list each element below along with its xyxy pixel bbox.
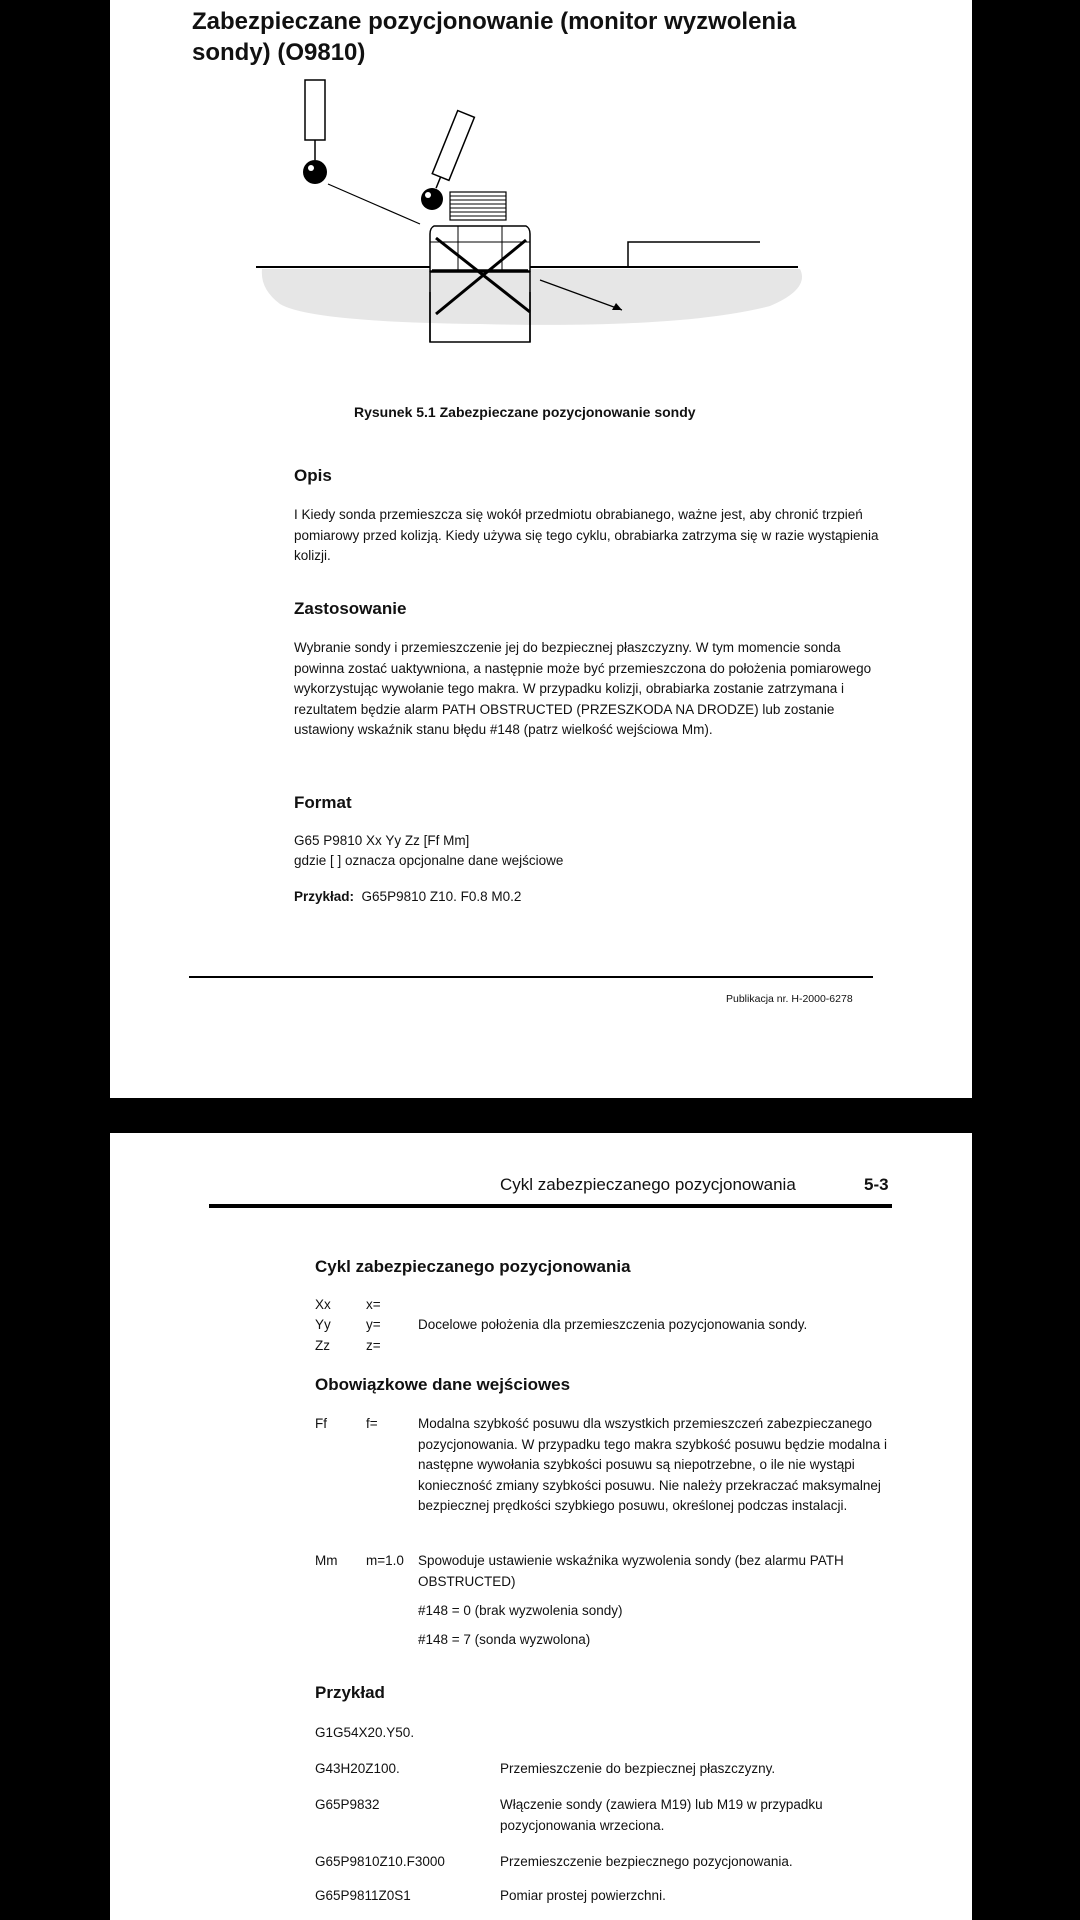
param-code: Zz bbox=[315, 1338, 330, 1353]
example-desc: Włączenie sondy (zawiera M19) lub M19 w przypadku pozycjonowania wrzeciona. bbox=[500, 1797, 823, 1833]
section-heading-zastosowanie: Zastosowanie bbox=[294, 599, 407, 618]
section-heading-opis: Opis bbox=[294, 466, 332, 485]
ground-shading bbox=[262, 269, 802, 325]
example-code: G43H20Z100. bbox=[315, 1761, 400, 1776]
opis-text: I Kiedy sonda przemieszcza się wokół przedmiotu obrabianego, ważne jest, aby chronić trzpień pomiarowy przed kolizją. Kiedy używa się tego cyklu, obrabiarka zatrzyma się w razie wystąpienia kolizji. bbox=[294, 507, 879, 563]
running-header-title: Cykl zabezpieczanego pozycjonowania bbox=[500, 1175, 796, 1194]
param-code: Ff bbox=[315, 1416, 327, 1431]
header-rule bbox=[209, 1204, 892, 1208]
param-var: x= bbox=[366, 1297, 381, 1312]
target-step bbox=[628, 242, 760, 267]
flag-value: #148 = 7 (sonda wyzwolona) bbox=[418, 1632, 591, 1647]
param-code: Yy bbox=[315, 1317, 331, 1332]
param-desc: Modalna szybkość posuwu dla wszystkich przemieszczeń zabezpieczanego pozycjonowania. W przypadku tego makra szybkość posuwu będzie modalna i następne wywołania szybkości posuwu są niepotrzebne, o ile nie wystąpi konieczność zmiany szybkości posuwu. Nie należy przekraczać maksymalnej bezpiecznej prędkości szybkiego posuwu, określonej podczas instalacji. bbox=[418, 1416, 887, 1513]
example-value: G65P9810 Z10. F0.8 M0.2 bbox=[361, 889, 522, 904]
flag-value: #148 = 0 (brak wyzwolenia sondy) bbox=[418, 1603, 623, 1618]
threaded-stud bbox=[450, 192, 506, 220]
param-desc: Docelowe położenia dla przemieszczenia pozycjonowania sondy. bbox=[418, 1317, 808, 1332]
example-code: G65P9811Z0S1 bbox=[315, 1888, 411, 1903]
param-code: Mm bbox=[315, 1553, 338, 1568]
example-desc: Przemieszczenie do bezpiecznej płaszczyzny. bbox=[500, 1761, 776, 1776]
param-desc: Spowoduje ustawienie wskaźnika wyzwolenia sondy (bez alarmu PATH OBSTRUCTED) bbox=[418, 1553, 844, 1589]
param-var: m=1.0 bbox=[366, 1553, 404, 1568]
example-desc: Pomiar prostej powierzchni. bbox=[500, 1888, 666, 1903]
section-heading-example: Przykład bbox=[315, 1683, 385, 1702]
format-example bbox=[294, 887, 884, 908]
mandatory-heading-text: Obowiązkowe dane wejściowe bbox=[315, 1375, 561, 1394]
section-heading-format: Format bbox=[294, 793, 352, 812]
footer-rule bbox=[189, 976, 873, 978]
example-code: G65P9832 bbox=[315, 1797, 380, 1812]
param-var: f= bbox=[366, 1416, 378, 1431]
example-code: G65P9810Z10.F3000 bbox=[315, 1854, 445, 1869]
section-heading-cycle: Cykl zabezpieczanego pozycjonowania bbox=[315, 1257, 631, 1276]
probe-stylus-left bbox=[305, 80, 325, 140]
param-var: z= bbox=[366, 1338, 381, 1353]
page-number: 5-3 bbox=[864, 1175, 889, 1194]
format-syntax: G65 P9810 Xx Yy Zz [Ff Mm] bbox=[294, 833, 470, 848]
publication-number: Publikacja nr. H-2000-6278 bbox=[726, 993, 853, 1005]
example-desc: Przemieszczenie bezpiecznego pozycjonowania. bbox=[500, 1854, 793, 1869]
probe-stylus-deflected bbox=[428, 111, 475, 192]
figure-caption: Rysunek 5.1 Zabezpieczane pozycjonowanie sondy bbox=[354, 404, 696, 420]
zastosowanie-text: Wybranie sondy i przemieszczenie jej do bezpiecznej płaszczyzny. W tym momencie sonda powinna zostać uaktywniona, a następnie może być przemieszczona do położenia pomiarowego wykorzystując wywołanie tego makra. W przypadku kolizji, obrabiarka zostanie zatrzymana i rezultatem będzie alarm PATH OBSTRUCTED (PRZESZKODA NA DRODZE) lub zostanie ustawiony wskaźnik stanu błędu #148 (patrz wielkość wejściowa Mm). bbox=[294, 640, 872, 737]
format-note: gdzie [ ] oznacza opcjonalne dane wejściowe bbox=[294, 853, 564, 868]
probe-protection-figure bbox=[250, 74, 850, 374]
document-page-2 bbox=[110, 1133, 972, 1920]
mandatory-heading-tail: s bbox=[560, 1375, 571, 1394]
probe-ball-deflected bbox=[421, 188, 443, 210]
example-label: Przykład: bbox=[294, 889, 355, 904]
example-code: G1G54X20.Y50. bbox=[315, 1725, 415, 1740]
param-var: y= bbox=[366, 1317, 381, 1332]
page-title: Zabezpieczane pozycjonowanie (monitor wyzwolenia sondy) (O9810) bbox=[192, 8, 797, 66]
document-page-1 bbox=[110, 0, 972, 1098]
probe-ball-left bbox=[303, 160, 327, 184]
section-heading-mandatory bbox=[315, 1375, 570, 1395]
param-code: Xx bbox=[315, 1297, 331, 1312]
